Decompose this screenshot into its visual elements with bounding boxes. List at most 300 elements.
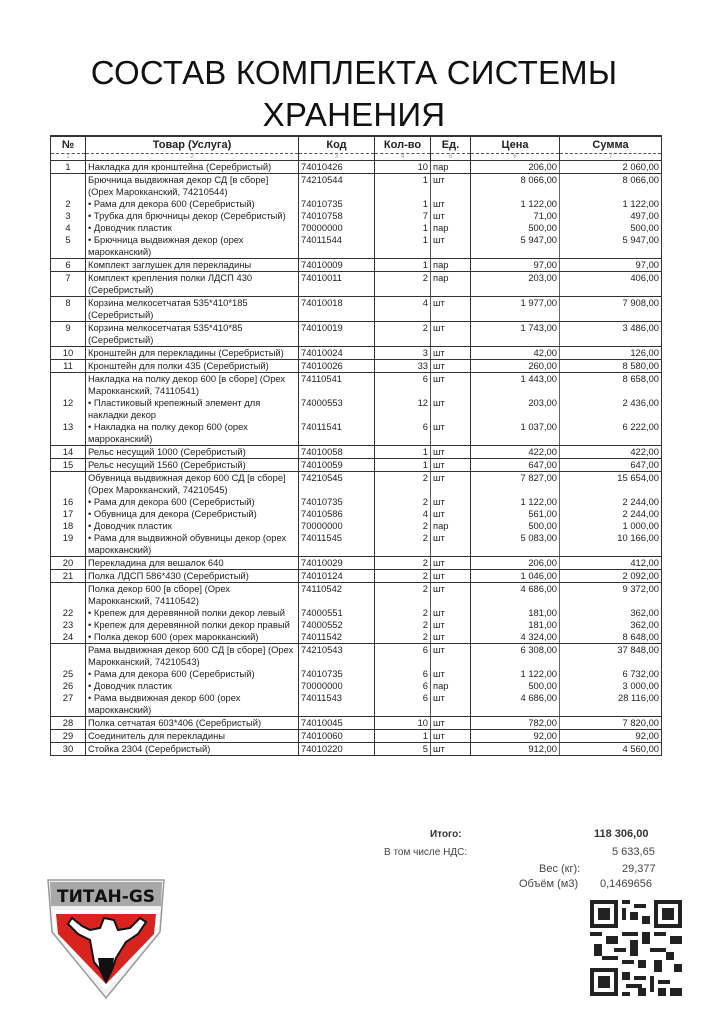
item-qty: 2 (375, 272, 431, 297)
item-name: Кронштейн для полки 435 (Серебристый) (86, 360, 299, 373)
item-qty: 10 (375, 717, 431, 730)
row-number: 7 (51, 272, 86, 297)
item-sum: 2 092,00 (560, 570, 662, 583)
item-qty: 1 (375, 259, 431, 272)
item-qty: 2 (375, 557, 431, 570)
item-name: Рама выдвижная декор 600 СД [в сборе] (Орех Марокканский, 74210543) (86, 644, 299, 669)
item-name: • Обувница для декора (Серебристый) (86, 508, 299, 520)
item-price: 561,00 (471, 508, 560, 520)
item-name: • Рама для выдвижной обувницы декор (орех марокканский) (86, 532, 299, 557)
item-name: Полка сетчатая 603*406 (Серебристый) (86, 717, 299, 730)
item-qty: 1 (375, 730, 431, 743)
item-sum: 7 820,00 (560, 717, 662, 730)
item-unit: пар (431, 161, 471, 174)
item-code: 74210544 (299, 174, 375, 199)
item-code: 74210543 (299, 644, 375, 669)
item-code: 74011545 (299, 532, 375, 557)
item-name: • Рама для декора 600 (Серебристый) (86, 198, 299, 210)
vat-value: 5 633,65 (612, 846, 655, 858)
item-name: • Трубка для брючницы декор (Серебристый) (86, 210, 299, 222)
item-unit: шт (431, 668, 471, 680)
item-sum: 412,00 (560, 557, 662, 570)
table-row-subitem (51, 619, 662, 631)
item-code: 74110541 (299, 373, 375, 398)
item-qty: 2 (375, 631, 431, 644)
item-sum: 97,00 (560, 259, 662, 272)
item-qty: 10 (375, 161, 431, 174)
row-number: 14 (51, 446, 86, 459)
item-unit: пар (431, 680, 471, 692)
item-qty: 3 (375, 347, 431, 360)
item-unit: шт (431, 174, 471, 199)
item-sum: 6 222,00 (560, 421, 662, 446)
item-name: • Крепеж для деревянной полки декор левый (86, 607, 299, 619)
row-number: 12 (51, 397, 86, 421)
col-index: 7 (560, 154, 662, 161)
table-body (51, 161, 662, 756)
item-qty: 2 (375, 520, 431, 532)
item-price: 912,00 (471, 743, 560, 756)
item-sum: 362,00 (560, 607, 662, 619)
item-qty: 2 (375, 322, 431, 347)
svg-text:ТИТАН-GS: ТИТАН-GS (56, 887, 156, 907)
item-name: • Рама для декора 600 (Серебристый) (86, 668, 299, 680)
col-header-code: Код (299, 136, 375, 154)
item-sum: 9 372,00 (560, 583, 662, 608)
item-unit: шт (431, 198, 471, 210)
row-number: 28 (51, 717, 86, 730)
table-row (51, 161, 662, 174)
item-sum: 8 648,00 (560, 631, 662, 644)
item-sum: 92,00 (560, 730, 662, 743)
item-code: 74000553 (299, 397, 375, 421)
row-number: 19 (51, 532, 86, 557)
item-unit: шт (431, 607, 471, 619)
item-qty: 33 (375, 360, 431, 373)
row-number: 17 (51, 508, 86, 520)
item-sum: 647,00 (560, 459, 662, 472)
table-row (51, 347, 662, 360)
item-price: 206,00 (471, 557, 560, 570)
item-qty: 6 (375, 680, 431, 692)
item-name: Рельс несущий 1000 (Серебристый) (86, 446, 299, 459)
title-line-2: ХРАНЕНИЯ (262, 96, 446, 133)
col-index: 5 (431, 154, 471, 161)
item-price: 782,00 (471, 717, 560, 730)
item-sum: 2 060,00 (560, 161, 662, 174)
item-qty: 4 (375, 297, 431, 322)
vat-label: В том числе НДС: (384, 847, 468, 858)
item-price: 7 827,00 (471, 472, 560, 497)
table-row (51, 743, 662, 756)
item-unit: шт (431, 717, 471, 730)
table-row-subitem (51, 668, 662, 680)
row-number: 5 (51, 234, 86, 259)
item-price: 5 083,00 (471, 532, 560, 557)
item-price: 206,00 (471, 161, 560, 174)
item-name: Накладка для кронштейна (Серебристый) (86, 161, 299, 174)
item-code: 74010011 (299, 272, 375, 297)
col-header-qty: Кол-во (375, 136, 431, 154)
item-unit: шт (431, 373, 471, 398)
item-sum: 2 244,00 (560, 508, 662, 520)
item-name: • Рама выдвижная декор 600 (орех марокканский) (86, 692, 299, 717)
item-price: 1 443,00 (471, 373, 560, 398)
item-qty: 6 (375, 421, 431, 446)
table-row (51, 557, 662, 570)
row-number: 6 (51, 259, 86, 272)
item-price: 260,00 (471, 360, 560, 373)
item-name: • Крепеж для деревянной полки декор правый (86, 619, 299, 631)
item-name: • Доводчик пластик (86, 680, 299, 692)
row-number: 15 (51, 459, 86, 472)
row-number (51, 583, 86, 608)
table-row-subitem (51, 631, 662, 644)
item-sum: 8 066,00 (560, 174, 662, 199)
item-code: 74010758 (299, 210, 375, 222)
item-sum: 3 486,00 (560, 322, 662, 347)
row-number: 2 (51, 198, 86, 210)
table-row (51, 373, 662, 398)
item-code: 74110542 (299, 583, 375, 608)
item-name: • Пластиковый крепежный элемент для накладки декор (86, 397, 299, 421)
row-number: 27 (51, 692, 86, 717)
item-unit: шт (431, 570, 471, 583)
item-qty: 2 (375, 472, 431, 497)
item-qty: 5 (375, 743, 431, 756)
item-qty: 2 (375, 607, 431, 619)
item-sum: 6 732,00 (560, 668, 662, 680)
item-price: 203,00 (471, 272, 560, 297)
row-number (51, 644, 86, 669)
row-number (51, 472, 86, 497)
item-sum: 15 654,00 (560, 472, 662, 497)
item-code: 74010009 (299, 259, 375, 272)
item-code: 70000000 (299, 680, 375, 692)
item-qty: 7 (375, 210, 431, 222)
table-row-subitem (51, 198, 662, 210)
item-sum: 406,00 (560, 272, 662, 297)
item-sum: 497,00 (560, 210, 662, 222)
item-unit: шт (431, 508, 471, 520)
row-number: 22 (51, 607, 86, 619)
table-row (51, 446, 662, 459)
col-header-name: Товар (Услуга) (86, 136, 299, 154)
item-sum: 1 000,00 (560, 520, 662, 532)
item-qty: 6 (375, 644, 431, 669)
col-index: 6 (471, 154, 560, 161)
item-unit: шт (431, 496, 471, 508)
table-row-subitem (51, 508, 662, 520)
item-code: 74010060 (299, 730, 375, 743)
item-code: 74000552 (299, 619, 375, 631)
row-number: 18 (51, 520, 86, 532)
item-qty: 1 (375, 222, 431, 234)
row-number: 21 (51, 570, 86, 583)
row-number: 13 (51, 421, 86, 446)
item-price: 500,00 (471, 222, 560, 234)
item-name: • Полка декор 600 (орех марокканский) (86, 631, 299, 644)
item-code: 74010045 (299, 717, 375, 730)
item-name: • Брючница выдвижная декор (орех марокканский) (86, 234, 299, 259)
page-title (0, 52, 708, 136)
item-price: 71,00 (471, 210, 560, 222)
item-code: 74010029 (299, 557, 375, 570)
item-qty: 2 (375, 570, 431, 583)
weight-value: 29,377 (622, 863, 656, 875)
item-code: 74011543 (299, 692, 375, 717)
item-price: 422,00 (471, 446, 560, 459)
table-row (51, 174, 662, 199)
table-header-row (51, 136, 662, 154)
item-unit: шт (431, 472, 471, 497)
table-row-subitem (51, 607, 662, 619)
item-code: 74010426 (299, 161, 375, 174)
item-price: 4 686,00 (471, 583, 560, 608)
table-row (51, 322, 662, 347)
item-code: 74011544 (299, 234, 375, 259)
row-number: 30 (51, 743, 86, 756)
item-price: 1 122,00 (471, 668, 560, 680)
item-name: • Доводчик пластик (86, 222, 299, 234)
col-header-price: Цена (471, 136, 560, 154)
col-index: 2 (86, 154, 299, 161)
item-qty: 1 (375, 446, 431, 459)
table-row (51, 730, 662, 743)
item-price: 42,00 (471, 347, 560, 360)
item-unit: шт (431, 730, 471, 743)
item-sum: 7 908,00 (560, 297, 662, 322)
table-row-subitem (51, 496, 662, 508)
table-row-subitem (51, 421, 662, 446)
item-name: Корзина мелкосетчатая 535*410*185 (Серебристый) (86, 297, 299, 322)
table-row-subitem (51, 234, 662, 259)
item-sum: 362,00 (560, 619, 662, 631)
item-code: 74010059 (299, 459, 375, 472)
item-qty: 2 (375, 619, 431, 631)
volume-value: 0,1469656 (600, 878, 652, 890)
item-unit: шт (431, 692, 471, 717)
item-price: 6 308,00 (471, 644, 560, 669)
row-number: 4 (51, 222, 86, 234)
item-sum: 28 116,00 (560, 692, 662, 717)
table-row (51, 644, 662, 669)
item-price: 1 743,00 (471, 322, 560, 347)
item-code: 74010735 (299, 198, 375, 210)
item-code: 74000551 (299, 607, 375, 619)
item-code: 74010024 (299, 347, 375, 360)
item-price: 4 686,00 (471, 692, 560, 717)
item-unit: шт (431, 459, 471, 472)
item-unit: шт (431, 532, 471, 557)
item-code: 74010019 (299, 322, 375, 347)
table-row (51, 272, 662, 297)
item-sum: 5 947,00 (560, 234, 662, 259)
item-unit: шт (431, 210, 471, 222)
table-row-subitem (51, 520, 662, 532)
row-number: 16 (51, 496, 86, 508)
item-price: 97,00 (471, 259, 560, 272)
weight-label: Вес (кг): (539, 863, 581, 875)
item-price: 500,00 (471, 520, 560, 532)
table-row (51, 259, 662, 272)
row-number: 9 (51, 322, 86, 347)
item-unit: шт (431, 397, 471, 421)
item-name: • Доводчик пластик (86, 520, 299, 532)
col-index: 1 (51, 154, 86, 161)
item-qty: 4 (375, 508, 431, 520)
item-name: Комплект крепления полки ЛДСП 430 (Серебристый) (86, 272, 299, 297)
item-unit: пар (431, 272, 471, 297)
item-price: 92,00 (471, 730, 560, 743)
item-unit: пар (431, 222, 471, 234)
row-number: 10 (51, 347, 86, 360)
item-unit: шт (431, 360, 471, 373)
col-header-unit: Ед. (431, 136, 471, 154)
row-number (51, 373, 86, 398)
item-unit: шт (431, 557, 471, 570)
item-name: • Накладка на полку декор 600 (орех марроканский) (86, 421, 299, 446)
item-unit: шт (431, 234, 471, 259)
item-name: • Рама для декора 600 (Серебристый) (86, 496, 299, 508)
row-number: 29 (51, 730, 86, 743)
item-code: 70000000 (299, 222, 375, 234)
item-qty: 2 (375, 496, 431, 508)
items-table (50, 135, 662, 756)
table-row-subitem (51, 222, 662, 234)
table-row-subitem (51, 692, 662, 717)
item-unit: шт (431, 631, 471, 644)
column-index-row (51, 154, 662, 161)
table-row (51, 360, 662, 373)
item-sum: 1 122,00 (560, 198, 662, 210)
item-code: 74010735 (299, 496, 375, 508)
item-unit: шт (431, 347, 471, 360)
table-row-subitem (51, 532, 662, 557)
table-row (51, 570, 662, 583)
item-unit: шт (431, 322, 471, 347)
item-qty: 12 (375, 397, 431, 421)
item-unit: шт (431, 743, 471, 756)
row-number: 24 (51, 631, 86, 644)
col-index: 4 (375, 154, 431, 161)
qr-code-icon (590, 900, 682, 996)
item-name: Брючница выдвижная декор СД [в сборе] (Орех Марокканский, 74210544) (86, 174, 299, 199)
item-price: 8 066,00 (471, 174, 560, 199)
item-unit: шт (431, 583, 471, 608)
item-name: Комплект заглушек для перекладины (86, 259, 299, 272)
item-code: 74010735 (299, 668, 375, 680)
item-unit: шт (431, 619, 471, 631)
item-qty: 6 (375, 668, 431, 680)
item-code: 74010220 (299, 743, 375, 756)
row-number: 11 (51, 360, 86, 373)
row-number: 3 (51, 210, 86, 222)
item-name: Накладка на полку декор 600 [в сборе] (Орех Марокканский, 74110541) (86, 373, 299, 398)
item-sum: 4 560,00 (560, 743, 662, 756)
item-sum: 10 166,00 (560, 532, 662, 557)
row-number: 20 (51, 557, 86, 570)
item-price: 1 977,00 (471, 297, 560, 322)
item-price: 4 324,00 (471, 631, 560, 644)
item-code: 74010124 (299, 570, 375, 583)
item-price: 647,00 (471, 459, 560, 472)
item-qty: 2 (375, 532, 431, 557)
item-sum: 126,00 (560, 347, 662, 360)
item-name: Рельс несущий 1560 (Серебристый) (86, 459, 299, 472)
item-price: 181,00 (471, 619, 560, 631)
item-price: 1 122,00 (471, 198, 560, 210)
row-number: 25 (51, 668, 86, 680)
item-unit: шт (431, 421, 471, 446)
item-unit: пар (431, 259, 471, 272)
row-number: 1 (51, 161, 86, 174)
title-line-1: СОСТАВ КОМПЛЕКТА СИСТЕМЫ (90, 54, 618, 91)
item-code: 74010018 (299, 297, 375, 322)
volume-label: Объём (м3) (519, 878, 579, 890)
item-name: Соединитель для перекладины (86, 730, 299, 743)
item-price: 1 122,00 (471, 496, 560, 508)
item-sum: 3 000,00 (560, 680, 662, 692)
total-value: 118 306,00 (594, 828, 649, 840)
row-number: 26 (51, 680, 86, 692)
row-number (51, 174, 86, 199)
item-qty: 1 (375, 459, 431, 472)
table-row (51, 717, 662, 730)
item-price: 181,00 (471, 607, 560, 619)
col-header-num: № (51, 136, 86, 154)
item-unit: пар (431, 520, 471, 532)
table-row (51, 583, 662, 608)
item-qty: 6 (375, 373, 431, 398)
item-unit: шт (431, 297, 471, 322)
item-name: Кронштейн для перекладины (Серебристый) (86, 347, 299, 360)
total-label: Итого: (430, 829, 462, 840)
row-number: 23 (51, 619, 86, 631)
item-name: Обувница выдвижная декор 600 СД [в сборе] (Орех Марокканский, 74210545) (86, 472, 299, 497)
item-code: 74010586 (299, 508, 375, 520)
col-header-sum: Сумма (560, 136, 662, 154)
table-row-subitem (51, 210, 662, 222)
item-code: 74011542 (299, 631, 375, 644)
col-index: 3 (299, 154, 375, 161)
item-qty: 2 (375, 583, 431, 608)
titan-gs-logo-icon (42, 872, 170, 1002)
item-sum: 422,00 (560, 446, 662, 459)
item-code: 74011541 (299, 421, 375, 446)
item-price: 1 046,00 (471, 570, 560, 583)
item-sum: 2 244,00 (560, 496, 662, 508)
item-price: 203,00 (471, 397, 560, 421)
item-sum: 8 658,00 (560, 373, 662, 398)
item-price: 500,00 (471, 680, 560, 692)
item-sum: 2 436,00 (560, 397, 662, 421)
item-name: Полка ЛДСП 586*430 (Серебристый) (86, 570, 299, 583)
table-row-subitem (51, 397, 662, 421)
item-unit: шт (431, 644, 471, 669)
table-row-subitem (51, 680, 662, 692)
item-sum: 37 848,00 (560, 644, 662, 669)
company-logo (42, 872, 170, 1002)
item-unit: шт (431, 446, 471, 459)
item-price: 1 037,00 (471, 421, 560, 446)
item-code: 74010058 (299, 446, 375, 459)
item-sum: 500,00 (560, 222, 662, 234)
table-row (51, 472, 662, 497)
item-qty: 6 (375, 692, 431, 717)
item-code: 74010026 (299, 360, 375, 373)
item-price: 5 947,00 (471, 234, 560, 259)
